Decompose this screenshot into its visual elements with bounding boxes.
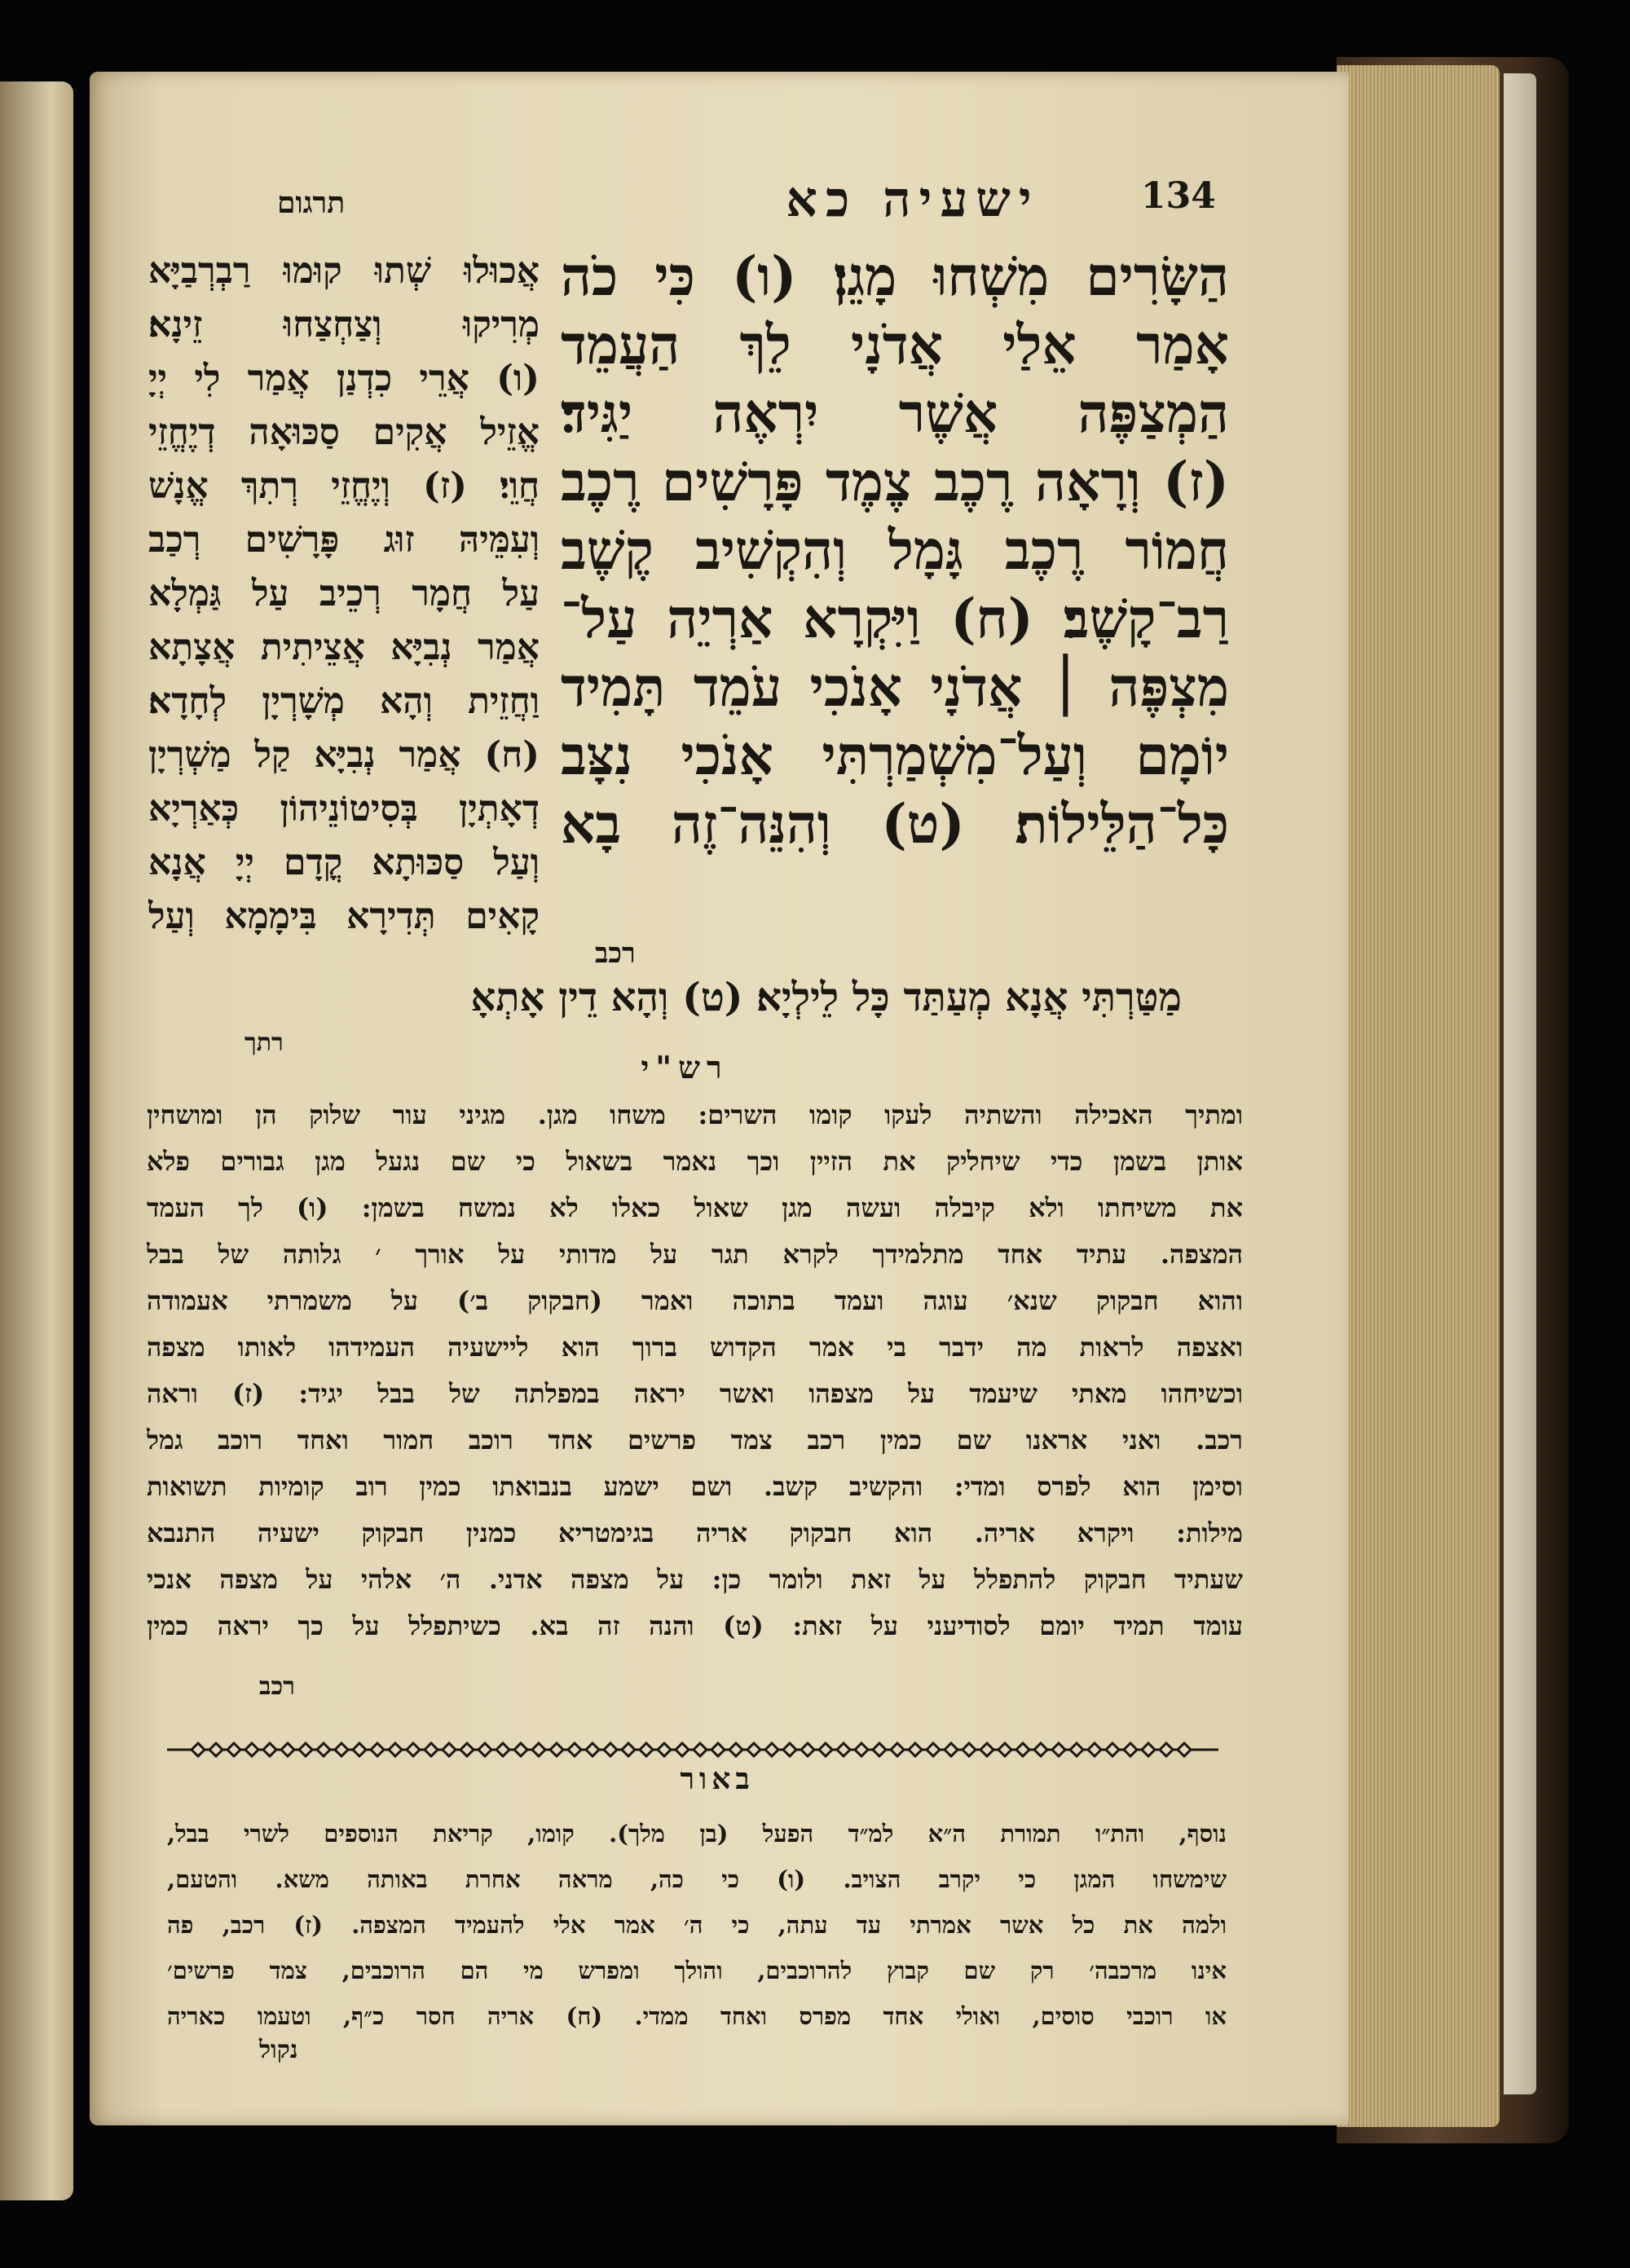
ornament-diamond bbox=[747, 1743, 760, 1756]
ornament-diamond bbox=[837, 1743, 850, 1756]
ornament-diamond bbox=[1160, 1743, 1173, 1756]
ornament-diamond bbox=[658, 1743, 671, 1756]
ornament-diamond bbox=[801, 1743, 814, 1756]
ornament-diamond bbox=[980, 1743, 993, 1756]
targum-line: קָאִים תְּדִירָא בִּימָמָא וְעַל bbox=[148, 896, 540, 937]
ornament-diamond bbox=[998, 1743, 1011, 1756]
rashi-line: אותן בשמן כדי שיחליק את הזיין וכך נאמר בשאול כי שם נגעל מגן גבורים פלא bbox=[147, 1146, 1243, 1177]
biur-line: ולמה את כל אשר אמרתי עד עתה, כי ה׳ אמר אלי להעמיד המצפה. (ז) רכב, פה bbox=[167, 1911, 1227, 1939]
ornament-diamond bbox=[640, 1743, 653, 1756]
rashi-line: עומד תמיד יומם לסודיעני על זאת: (ט) והנה זה בא. כשיתפלל על כך יראה כמין bbox=[147, 1610, 1243, 1641]
targum-line: חֲוֵי׃ (ז) וְיֶחֱזֵי רְתִךְ אֱנָשׁ bbox=[148, 465, 540, 507]
ornament-diamond bbox=[1178, 1743, 1191, 1756]
page-edges bbox=[1337, 65, 1500, 2127]
ornament-diamond bbox=[927, 1743, 940, 1756]
ornament-diamond bbox=[1034, 1743, 1047, 1756]
targum-line: אֲמַר נְבִיָּא אֲצֵיתִית אֲצָתָא bbox=[148, 627, 540, 668]
ornament-diamond bbox=[496, 1743, 509, 1756]
targum-column bbox=[148, 244, 540, 944]
ornament-diamond bbox=[550, 1743, 563, 1756]
left-page-edge bbox=[0, 81, 73, 2200]
ornament-diamond bbox=[945, 1743, 958, 1756]
page-number: 134 bbox=[1141, 175, 1216, 217]
targum-header: תרגום bbox=[277, 186, 346, 220]
rashi-commentary bbox=[147, 1092, 1243, 1649]
ornament-diamond bbox=[389, 1743, 402, 1756]
running-title: ישעיה כא bbox=[786, 171, 1040, 228]
biur-line: נוסף, והת״ו תמורת ה״א למ״ד הפעל (בן מלך). קומו, קריאת הנוספים לשרי בבל, bbox=[167, 1820, 1227, 1847]
rashi-catchword: רכב bbox=[259, 1672, 295, 1701]
verse-line: הַשָּׂרִים מִשְׁחוּ מָגֵן׃ (ו) כִּי כֹה bbox=[561, 244, 1229, 308]
biur-commentary bbox=[167, 1811, 1227, 2039]
ornament-diamond bbox=[371, 1743, 384, 1756]
ornament-diamond bbox=[873, 1743, 886, 1756]
ornament-diamond bbox=[729, 1743, 742, 1756]
ornament-diamond bbox=[532, 1743, 545, 1756]
ornament-diamond bbox=[819, 1743, 832, 1756]
biur-line: שימשחו המגן כי יקרב הצויב. (ו) כי כה, מראה אחרת באותה משא. והטעם, bbox=[167, 1865, 1227, 1893]
ornament-diamond bbox=[335, 1743, 348, 1756]
rashi-line: ומתיך האכילה והשתיה לעקו קומו השרים: משחו מגן. מגיני עור שלוק הן ומושחין bbox=[147, 1099, 1243, 1130]
ornament-diamond bbox=[963, 1743, 976, 1756]
ornament-diamond bbox=[1088, 1743, 1101, 1756]
ornament-diamond bbox=[245, 1743, 258, 1756]
ornament-diamond bbox=[209, 1743, 222, 1756]
ornament-diamond bbox=[478, 1743, 491, 1756]
rashi-line: רכב. ואני אראנו שם כמין רכב צמד פרשים אחד רוכב חמור ואחד רוכב גמל bbox=[147, 1425, 1243, 1455]
ornament-diamond bbox=[1106, 1743, 1119, 1756]
verse-line: הַמְצַפֶּה אֲשֶׁר יִרְאֶה יַגִּיד׃ bbox=[561, 381, 1229, 445]
ornament-diamond bbox=[407, 1743, 420, 1756]
ornamental-divider bbox=[167, 1736, 1218, 1764]
verse-line: אָמַר אֵלַי אֲדֹנָי לֵךְ הַעֲמֵד bbox=[561, 313, 1229, 377]
ornament-diamond bbox=[514, 1743, 527, 1756]
scripture-column bbox=[561, 243, 1229, 859]
ornament-diamond bbox=[855, 1743, 868, 1756]
ornament-diamond bbox=[711, 1743, 725, 1756]
verse-line: חֲמוֹר רֶכֶב גָּמָל וְהִקְשִׁיב קֶשֶׁב bbox=[561, 518, 1229, 582]
ornament-diamond bbox=[622, 1743, 635, 1756]
rashi-line: שעתיד חבקוק להתפלל על זאת ולומר כן: על מצפה אדני. ה׳ אלהי על מצפה אנכי bbox=[147, 1564, 1243, 1595]
ornament-diamond bbox=[586, 1743, 599, 1756]
ornament-diamond bbox=[192, 1743, 205, 1756]
ornament-diamond bbox=[317, 1743, 330, 1756]
ornament-diamond bbox=[1142, 1743, 1155, 1756]
scripture-catchword: רכב bbox=[595, 937, 636, 970]
targum-line: וְעִמֵּיהּ זוּג פָּרָשִׁים רְכַב bbox=[148, 519, 540, 561]
biur-line: אינו מרכבה׳ רק שם קבוץ להרוכבים, והולך ומפרש מי הם הרוכבים, צמד פרשים׳ bbox=[167, 1957, 1227, 1984]
ornament-diamond bbox=[1124, 1743, 1137, 1756]
targum-final-line: מַטַּרְתִּי אֲנָא מְעַתַּד כָּל לֵילְיָא׃ (ט) וְהָא דֵין אָתְאָ bbox=[470, 975, 1182, 1020]
rashi-line: המצפה. עתיד אחד מתלמידך לקרא תגר על מדותי על אורך ׳ גלותה של בבל bbox=[147, 1239, 1243, 1270]
verse-line: כָּל־הַלֵּילוֹת׃ (ט) וְהִנֵּה־זֶה בָא bbox=[561, 792, 1229, 856]
biur-line: או רוכבי סוסים, ואולי אחד מפרס ואחד ממדי. (ח) אריה חסר כ״ף, וטעמו כאריה bbox=[167, 2002, 1227, 2030]
targum-line: אֲכוּלוּ שְׁתוּ קוּמוּ רַבְרְבַיָּא bbox=[148, 250, 540, 292]
targum-line: (ח) אֲמַר נְבִיָּא קַל מַשְׁרְיָן bbox=[148, 734, 540, 776]
ornament-diamond bbox=[676, 1743, 689, 1756]
ornament-diamond bbox=[765, 1743, 778, 1756]
targum-line: דְאָתְיָן בְּסִיטוֹנֵיהוֹן כְּאַרְיָא bbox=[148, 788, 540, 830]
rashi-line: והוא חבקוק שנא׳ עוגה ועמד בתוכה ואמר (חבקוק ב׳) על משמרתי אעמודה bbox=[147, 1285, 1243, 1316]
targum-line: (ו) אֲרֵי כִדְנַן אֲמַר לִי יְיָ bbox=[148, 358, 540, 399]
targum-line: עַל חֲמָר רְכֵיב עַל גַּמְלָא bbox=[148, 573, 540, 614]
ornament-diamond bbox=[425, 1743, 438, 1756]
ornament-diamond bbox=[604, 1743, 617, 1756]
rashi-line: את משיחתו ולא קיבלה ועשה מגן שאול כאלו לא נמשח בשמן: (ו) לך העמד bbox=[147, 1192, 1243, 1223]
ornament-diamond bbox=[909, 1743, 922, 1756]
biur-catchword: נקול bbox=[259, 2036, 298, 2064]
ornament-diamond bbox=[299, 1743, 312, 1756]
ornament-diamond bbox=[783, 1743, 796, 1756]
targum-catchword: רתך bbox=[244, 1028, 284, 1057]
ornament-diamond bbox=[263, 1743, 276, 1756]
ornament-diamond bbox=[443, 1743, 456, 1756]
ornament-diamond bbox=[227, 1743, 240, 1756]
rashi-line: וסימן הוא לפרס ומדי: והקשיב קשב. ושם ישמע בנבואתו כמין רוב קומיות תשואות bbox=[147, 1471, 1243, 1502]
rashi-heading: רש"י bbox=[641, 1049, 729, 1086]
biur-heading: באור bbox=[680, 1762, 755, 1796]
verse-line: (ז) וְרָאָה רֶכֶב צֶמֶד פָּרָשִׁים רֶכֶב bbox=[561, 450, 1229, 513]
ornament-diamond bbox=[281, 1743, 294, 1756]
ornament-diamond bbox=[568, 1743, 581, 1756]
targum-line: מְרִיקוּ וְצַחְצַחוּ זֵינָא׃ bbox=[148, 304, 540, 346]
ornament-diamond bbox=[891, 1743, 904, 1756]
rashi-line: מילות: ויקרא אריה. הוא חבקוק אריה בגימטריא כמנין חבקוק ישעיה התנבא bbox=[147, 1517, 1243, 1548]
ornament-diamond bbox=[353, 1743, 366, 1756]
verse-line: רַב־קָשֶׁב׃ (ח) וַיִּקְרָא אַרְיֵה עַל־ bbox=[561, 587, 1229, 650]
targum-line: אֱזֵיל אֲקִים סַכּוּאָה דְיֶחֱזֵי bbox=[148, 412, 540, 453]
verse-line: מִצְפֶּה ׀ אֲדֹנָי אָנֹכִי עֹמֵד תָּמִיד bbox=[561, 655, 1229, 719]
ornament-diamond bbox=[1016, 1743, 1029, 1756]
verse-line: יוֹמָם וְעַל־מִשְׁמַרְתִּי אָנֹכִי נִצָּב bbox=[561, 724, 1229, 787]
rashi-line: וכשיחהו מאתי שיעמד על מצפהו ואשר יראה במפלתה של בבל יגיד: (ז) וראה bbox=[147, 1378, 1243, 1409]
targum-line: וַחֲזֵית וְהָא מְשָׁרְיָן לְחָדָא׃ bbox=[148, 680, 540, 722]
targum-line: וְעַל סַכּוּתָא קֳדָם יְיָ אֲנָא bbox=[148, 842, 540, 883]
ornament-diamond bbox=[1052, 1743, 1065, 1756]
page-edges-light bbox=[1504, 73, 1536, 2094]
ornament-diamond bbox=[460, 1743, 474, 1756]
ornament-diamond bbox=[694, 1743, 707, 1756]
ornament-diamond bbox=[1070, 1743, 1083, 1756]
rashi-line: ואצפה לראות מה ידבר בי אמר הקדוש ברוך הוא ליישעיה העמידהו לאותו מצפה bbox=[147, 1332, 1243, 1363]
